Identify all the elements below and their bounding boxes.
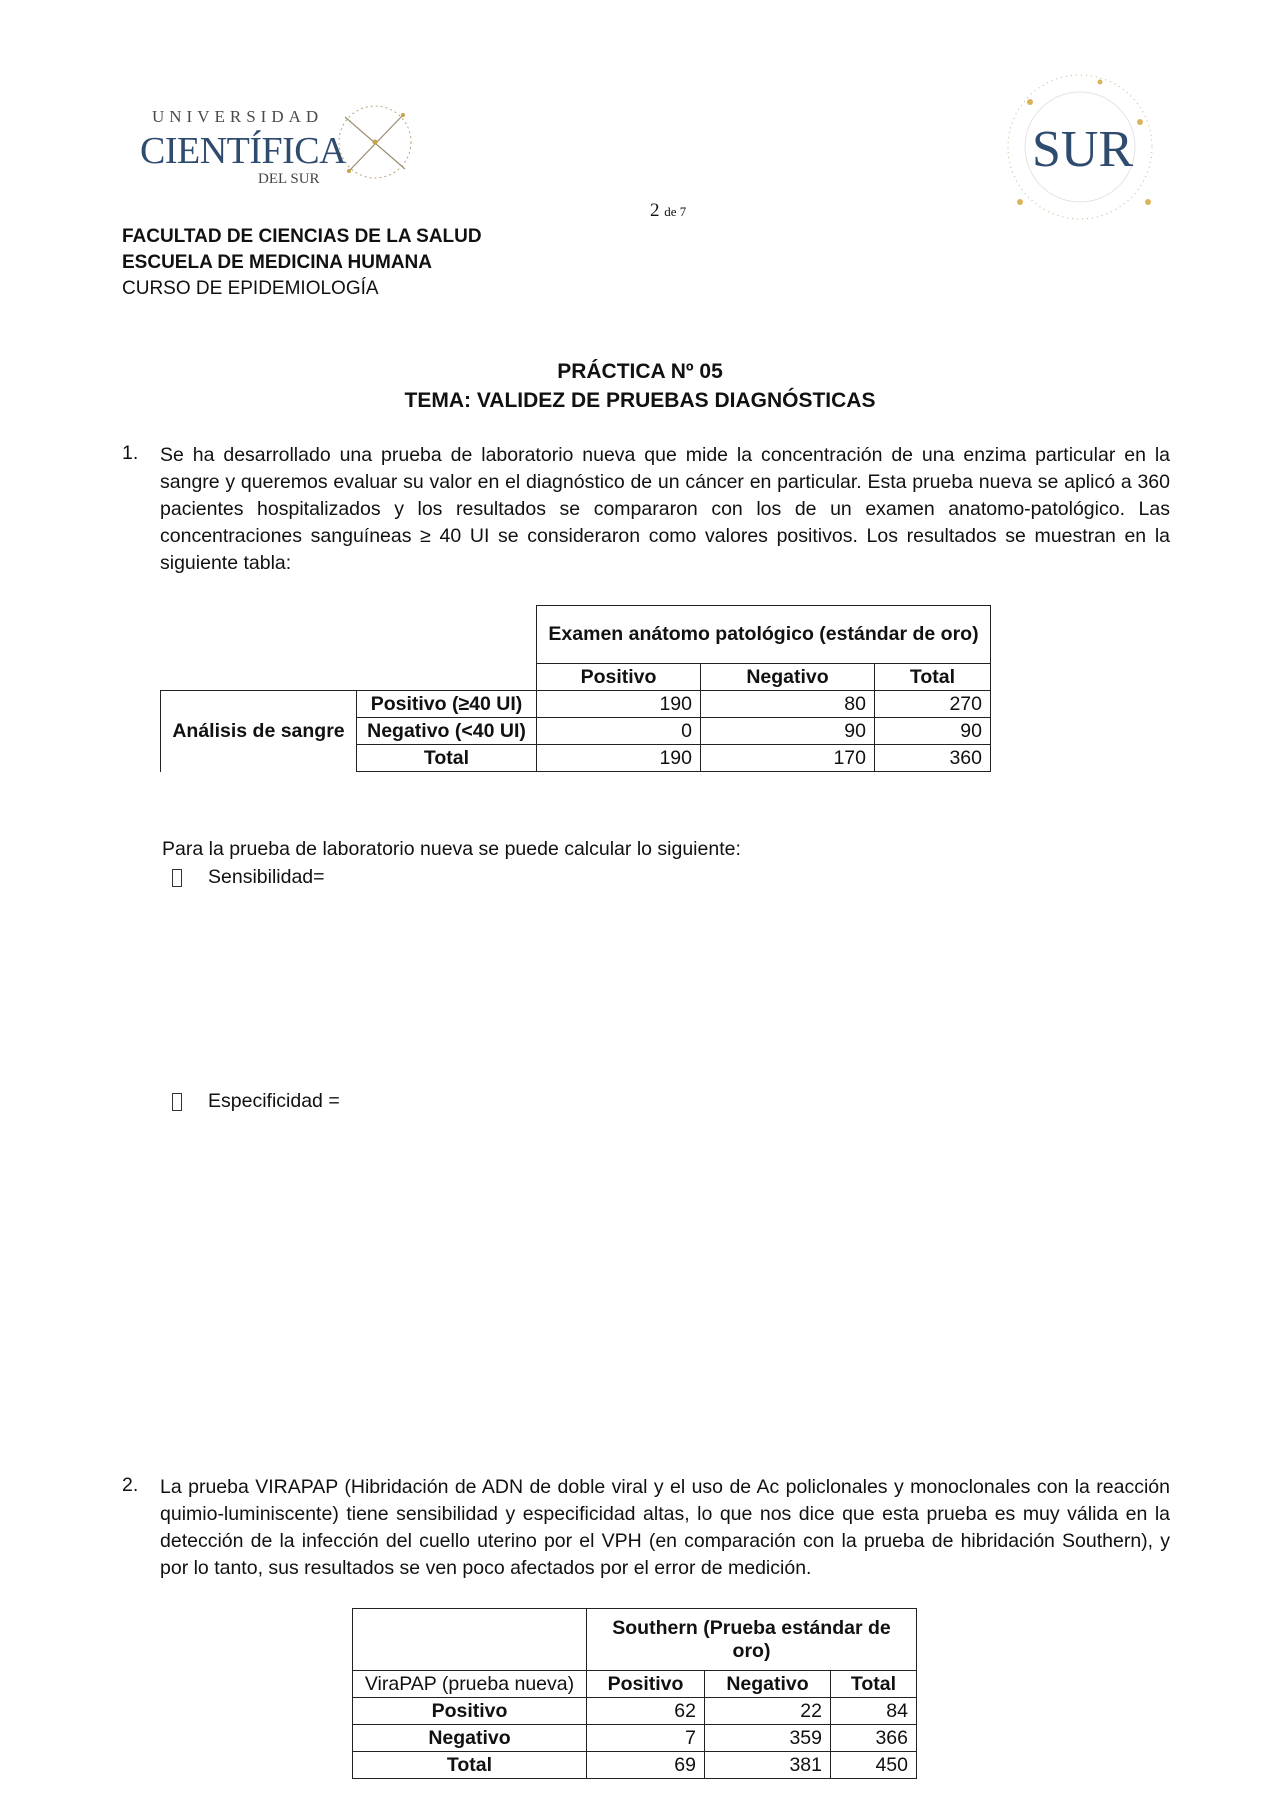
table-row xyxy=(353,1725,917,1752)
q1-table xyxy=(160,605,991,772)
practice-title: PRÁCTICA Nº 05 xyxy=(557,360,723,383)
specificity-label: Especificidad = xyxy=(208,1090,340,1112)
q2-number: 2. xyxy=(122,1474,139,1496)
q2-row-label: Negativo xyxy=(353,1725,587,1752)
logo-star-emblem-icon xyxy=(335,97,415,187)
topic-title: TEMA: VALIDEZ DE PRUEBAS DIAGNÓSTICAS xyxy=(404,389,876,412)
sur-seal-text: SUR xyxy=(1032,121,1134,178)
logo-line-del-sur: DEL SUR xyxy=(258,171,320,187)
q1-cell: 170 xyxy=(701,745,875,772)
sur-seal-logo xyxy=(990,62,1170,232)
specificity-item xyxy=(172,1090,340,1113)
sensitivity-label: Sensibilidad= xyxy=(208,866,325,888)
faculty-name: FACULTAD DE CIENCIAS DE LA SALUD xyxy=(122,226,482,247)
q1-table-header: Examen anátomo patológico (estándar de oro) xyxy=(537,606,991,664)
q2-cell: 62 xyxy=(587,1698,705,1725)
q2-cell: 84 xyxy=(831,1698,917,1725)
q1-cell: 90 xyxy=(701,718,875,745)
q1-cell: 360 xyxy=(875,745,991,772)
q1-cell: 190 xyxy=(537,691,701,718)
q1-cell: 270 xyxy=(875,691,991,718)
q2-cell: 359 xyxy=(705,1725,831,1752)
q1-text: Se ha desarrollado una prueba de laboratorio nueva que mide la concentración de una enzima particular en la sangre y queremos evaluar su valor en el diagnóstico de un cáncer en particular. Esta prueba nueva se aplicó a 360 pacientes hospitalizados y los resultados se compararon con los de un examen anatomo-patológico. Las concentraciones sanguíneas ≥ 40 UI se consideraron como valores positivos. Los resultados se muestran en la siguiente tabla: xyxy=(160,444,1170,574)
q2-table-header: Southern (Prueba estándar de oro) xyxy=(587,1609,917,1671)
course-name: CURSO DE EPIDEMIOLOGÍA xyxy=(122,278,379,299)
page-current: 2 xyxy=(650,200,660,221)
q1-cell: 190 xyxy=(537,745,701,772)
q2-text: La prueba VIRAPAP (Hibridación de ADN de doble viral y el uso de Ac policlonales y monoclonales con la reacción quimio-luminiscente) tiene sensibilidad y especificidad altas, lo que nos dice que esta prueba es muy válida en la detección de la infección del cuello uterino por el VPH (en comparación con la prueba de hibridación Southern), y por lo tanto, sus resultados se ven poco afectados por el error de medición. xyxy=(160,1476,1170,1579)
q1-cell: 90 xyxy=(875,718,991,745)
q2-col-positivo: Positivo xyxy=(587,1671,705,1698)
table-row xyxy=(353,1698,917,1725)
q1-row-label: Total xyxy=(357,745,537,772)
q2-cell: 366 xyxy=(831,1725,917,1752)
q2-row-label: Total xyxy=(353,1752,587,1779)
q1-col-positivo: Positivo xyxy=(537,664,701,691)
q1-calc-intro: Para la prueba de laboratorio nueva se puede calcular lo siguiente: xyxy=(162,838,741,860)
sensitivity-item xyxy=(172,866,325,889)
table-row xyxy=(353,1752,917,1779)
q1-number: 1. xyxy=(122,442,139,464)
bullet-box-icon xyxy=(172,869,182,887)
q2-row-label: Positivo xyxy=(353,1698,587,1725)
bullet-box-icon xyxy=(172,1093,182,1111)
q2-cell: 7 xyxy=(587,1725,705,1752)
q2-cell: 22 xyxy=(705,1698,831,1725)
q2-col-total: Total xyxy=(831,1671,917,1698)
page-of-label: de 7 xyxy=(664,204,687,219)
q1-group-label: Análisis de sangre xyxy=(161,691,357,772)
q1-cell: 80 xyxy=(701,691,875,718)
q1-col-total: Total xyxy=(875,664,991,691)
q2-table xyxy=(352,1608,917,1779)
q1-row-label: Positivo (≥40 UI) xyxy=(357,691,537,718)
logo-line-universidad: UNIVERSIDAD xyxy=(152,107,324,126)
school-name: ESCUELA DE MEDICINA HUMANA xyxy=(122,252,432,273)
q2-col-negativo: Negativo xyxy=(705,1671,831,1698)
q2-cell: 450 xyxy=(831,1752,917,1779)
q2-row-header: ViraPAP (prueba nueva) xyxy=(353,1671,587,1698)
q1-row-label: Negativo (<40 UI) xyxy=(357,718,537,745)
faculty-header xyxy=(122,224,482,302)
page-number xyxy=(650,200,686,222)
q2-cell: 381 xyxy=(705,1752,831,1779)
q1-cell: 0 xyxy=(537,718,701,745)
universidad-cientifica-logo xyxy=(140,95,420,195)
table-row xyxy=(161,691,991,718)
logo-line-cientifica: CIENTÍFICA xyxy=(140,130,347,172)
q1-col-negativo: Negativo xyxy=(701,664,875,691)
q2-cell: 69 xyxy=(587,1752,705,1779)
